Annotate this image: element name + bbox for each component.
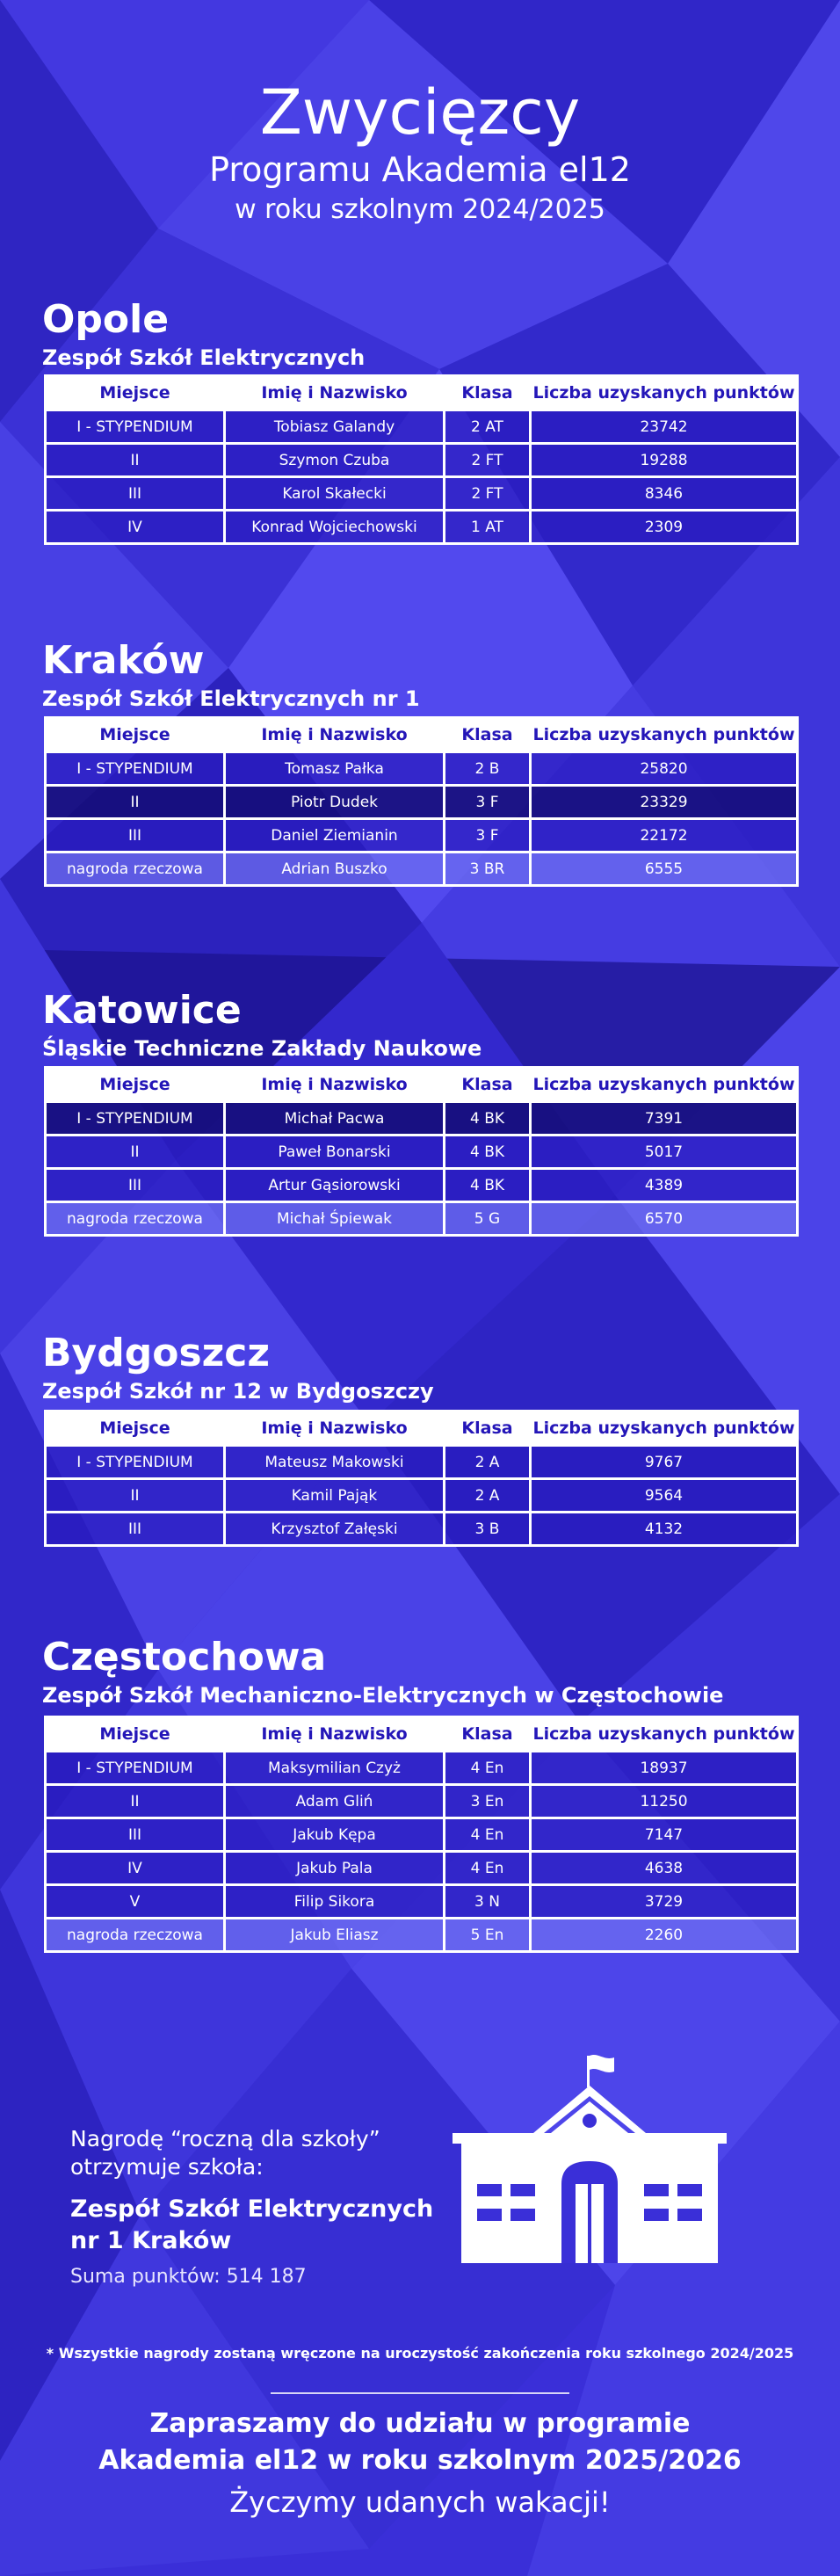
cell-name: Michał Śpiewak — [225, 1202, 445, 1236]
cell-name: Artur Gąsiorowski — [225, 1169, 445, 1202]
city-heading-bydgoszcz: Bydgoszcz — [42, 1331, 270, 1375]
results-table-bydgoszcz — [44, 1410, 799, 1547]
cell-class: 3 B — [445, 1513, 531, 1546]
cell-points: 23329 — [531, 786, 798, 819]
table-row — [46, 1169, 798, 1202]
col-header-name: Imię i Nazwisko — [225, 1068, 445, 1102]
cell-points: 19288 — [531, 444, 798, 477]
cell-place: I - STYPENDIUM — [46, 410, 225, 444]
school-name-krakow: Zespół Szkół Elektrycznych nr 1 — [42, 686, 420, 711]
table-row — [46, 752, 798, 786]
cell-class: 4 BK — [445, 1169, 531, 1202]
col-header-class: Klasa — [445, 1411, 531, 1446]
city-heading-katowice: Katowice — [42, 988, 242, 1033]
cell-class: 3 F — [445, 786, 531, 819]
cell-points: 9767 — [531, 1446, 798, 1479]
cell-name: Jakub Pala — [225, 1852, 445, 1885]
cell-place: II — [46, 786, 225, 819]
table-row — [46, 410, 798, 444]
cell-points: 3729 — [531, 1885, 798, 1919]
annual-award-school-line1: Zespół Szkół Elektrycznych — [70, 2195, 434, 2223]
cell-name: Piotr Dudek — [225, 786, 445, 819]
page-subtitle: Programu Akademia el12 — [209, 150, 631, 189]
cell-class: 4 BK — [445, 1136, 531, 1169]
table-header-row — [46, 376, 798, 410]
city-heading-krakow: Kraków — [42, 638, 205, 683]
col-header-place: Miejsce — [46, 376, 225, 410]
table-header-row — [46, 1717, 798, 1752]
cell-name: Karol Skałecki — [225, 477, 445, 511]
table-row — [46, 1479, 798, 1513]
table-row — [46, 1136, 798, 1169]
cell-class: 2 A — [445, 1479, 531, 1513]
table-row — [46, 1852, 798, 1885]
col-header-points: Liczba uzyskanych punktów — [531, 1411, 798, 1446]
cell-name: Konrad Wojciechowski — [225, 511, 445, 544]
table-row — [46, 1202, 798, 1236]
col-header-class: Klasa — [445, 718, 531, 752]
holiday-wish: Życzymy udanych wakacji! — [229, 2485, 611, 2519]
cell-name: Paweł Bonarski — [225, 1136, 445, 1169]
cell-points: 9564 — [531, 1479, 798, 1513]
cell-class: 2 FT — [445, 444, 531, 477]
col-header-class: Klasa — [445, 376, 531, 410]
cell-points: 4132 — [531, 1513, 798, 1546]
cell-class: 2 B — [445, 752, 531, 786]
invite-line2: Akademia el12 w roku szkolnym 2025/2026 — [98, 2445, 742, 2476]
cell-place: III — [46, 1169, 225, 1202]
results-table-katowice — [44, 1066, 799, 1237]
table-row — [46, 444, 798, 477]
table-row — [46, 1919, 798, 1952]
table-row — [46, 786, 798, 819]
cell-class: 4 En — [445, 1818, 531, 1852]
results-table-krakow — [44, 716, 799, 887]
cell-class: 4 En — [445, 1752, 531, 1785]
cell-name: Szymon Czuba — [225, 444, 445, 477]
cell-place: II — [46, 444, 225, 477]
col-header-place: Miejsce — [46, 718, 225, 752]
cell-class: 2 AT — [445, 410, 531, 444]
col-header-place: Miejsce — [46, 1717, 225, 1752]
col-header-name: Imię i Nazwisko — [225, 1717, 445, 1752]
cell-points: 23742 — [531, 410, 798, 444]
cell-place: nagroda rzeczowa — [46, 1919, 225, 1952]
cell-place: II — [46, 1136, 225, 1169]
col-header-place: Miejsce — [46, 1068, 225, 1102]
table-row — [46, 1446, 798, 1479]
cell-points: 4638 — [531, 1852, 798, 1885]
cell-place: I - STYPENDIUM — [46, 1752, 225, 1785]
col-header-class: Klasa — [445, 1717, 531, 1752]
cell-class: 5 En — [445, 1919, 531, 1952]
cell-class: 3 F — [445, 819, 531, 853]
col-header-name: Imię i Nazwisko — [225, 376, 445, 410]
cell-points: 5017 — [531, 1136, 798, 1169]
col-header-place: Miejsce — [46, 1411, 225, 1446]
cell-name: Adrian Buszko — [225, 853, 445, 886]
cell-points: 18937 — [531, 1752, 798, 1785]
col-header-points: Liczba uzyskanych punktów — [531, 718, 798, 752]
col-header-name: Imię i Nazwisko — [225, 1411, 445, 1446]
cell-name: Adam Gliń — [225, 1785, 445, 1818]
cell-points: 6570 — [531, 1202, 798, 1236]
cell-name: Filip Sikora — [225, 1885, 445, 1919]
cell-place: IV — [46, 511, 225, 544]
col-header-class: Klasa — [445, 1068, 531, 1102]
cell-points: 2309 — [531, 511, 798, 544]
results-table-czestochowa — [44, 1716, 799, 1953]
cell-name: Michał Pacwa — [225, 1102, 445, 1136]
cell-name: Mateusz Makowski — [225, 1446, 445, 1479]
table-row — [46, 853, 798, 886]
table-row — [46, 1885, 798, 1919]
table-header-row — [46, 718, 798, 752]
table-row — [46, 819, 798, 853]
col-header-points: Liczba uzyskanych punktów — [531, 1717, 798, 1752]
annual-award-line2: otrzymuje szkoła: — [70, 2154, 264, 2180]
cell-points: 7147 — [531, 1818, 798, 1852]
table-header-row — [46, 1068, 798, 1102]
table-row — [46, 1785, 798, 1818]
footer-divider — [271, 2392, 569, 2394]
city-heading-czestochowa: Częstochowa — [42, 1635, 327, 1680]
annual-award-line1: Nagrodę “roczną dla szkoły” — [70, 2126, 380, 2152]
cell-points: 25820 — [531, 752, 798, 786]
school-name-czestochowa: Zespół Szkół Mechaniczno-Elektrycznych w Częstochowie — [42, 1683, 724, 1708]
cell-place: III — [46, 819, 225, 853]
cell-class: 4 En — [445, 1852, 531, 1885]
annual-award-school — [70, 2194, 439, 2257]
cell-class: 3 En — [445, 1785, 531, 1818]
school-year-line: w roku szkolnym 2024/2025 — [235, 194, 605, 225]
col-header-points: Liczba uzyskanych punktów — [531, 376, 798, 410]
school-building-icon — [453, 2052, 727, 2263]
cell-place: I - STYPENDIUM — [46, 1446, 225, 1479]
cell-place: III — [46, 1818, 225, 1852]
col-header-name: Imię i Nazwisko — [225, 718, 445, 752]
city-heading-opole: Opole — [42, 297, 170, 342]
cell-class: 3 N — [445, 1885, 531, 1919]
cell-points: 8346 — [531, 477, 798, 511]
cell-class: 3 BR — [445, 853, 531, 886]
cell-class: 1 AT — [445, 511, 531, 544]
annual-award-block — [70, 2125, 439, 2290]
cell-place: III — [46, 1513, 225, 1546]
cell-class: 5 G — [445, 1202, 531, 1236]
cell-place: nagroda rzeczowa — [46, 1202, 225, 1236]
cell-place: II — [46, 1785, 225, 1818]
cell-name: Jakub Eliasz — [225, 1919, 445, 1952]
cell-name: Krzysztof Załęski — [225, 1513, 445, 1546]
cell-class: 2 A — [445, 1446, 531, 1479]
table-row — [46, 1513, 798, 1546]
cell-points: 6555 — [531, 853, 798, 886]
cell-place: nagroda rzeczowa — [46, 853, 225, 886]
annual-award-sum: Suma punktów: 514 187 — [70, 2266, 307, 2288]
cell-name: Tomasz Pałka — [225, 752, 445, 786]
cell-place: III — [46, 477, 225, 511]
cell-name: Tobiasz Galandy — [225, 410, 445, 444]
annual-award-school-line2: nr 1 Kraków — [70, 2227, 232, 2254]
cell-points: 2260 — [531, 1919, 798, 1952]
cell-place: V — [46, 1885, 225, 1919]
awards-note: * Wszystkie nagrody zostaną wręczone na uroczystość zakończenia roku szkolnego 2024/2025 — [46, 2345, 794, 2362]
cell-class: 2 FT — [445, 477, 531, 511]
results-table-opole — [44, 374, 799, 545]
invite-line1: Zapraszamy do udziału w programie — [149, 2408, 691, 2439]
cell-name: Daniel Ziemianin — [225, 819, 445, 853]
table-row — [46, 1102, 798, 1136]
cell-place: I - STYPENDIUM — [46, 1102, 225, 1136]
cell-points: 4389 — [531, 1169, 798, 1202]
cell-name: Maksymilian Czyż — [225, 1752, 445, 1785]
school-name-bydgoszcz: Zespół Szkół nr 12 w Bydgoszczy — [42, 1379, 434, 1404]
table-row — [46, 477, 798, 511]
table-row — [46, 1752, 798, 1785]
cell-points: 11250 — [531, 1785, 798, 1818]
school-name-katowice: Śląskie Techniczne Zakłady Naukowe — [42, 1036, 482, 1061]
page-title: Zwycięzcy — [259, 76, 581, 149]
cell-class: 4 BK — [445, 1102, 531, 1136]
cell-points: 7391 — [531, 1102, 798, 1136]
cell-place: II — [46, 1479, 225, 1513]
cell-place: IV — [46, 1852, 225, 1885]
cell-points: 22172 — [531, 819, 798, 853]
school-name-opole: Zespół Szkół Elektrycznych — [42, 345, 366, 370]
cell-place: I - STYPENDIUM — [46, 752, 225, 786]
table-header-row — [46, 1411, 798, 1446]
table-row — [46, 511, 798, 544]
col-header-points: Liczba uzyskanych punktów — [531, 1068, 798, 1102]
cell-name: Kamil Pająk — [225, 1479, 445, 1513]
table-row — [46, 1818, 798, 1852]
cell-name: Jakub Kępa — [225, 1818, 445, 1852]
